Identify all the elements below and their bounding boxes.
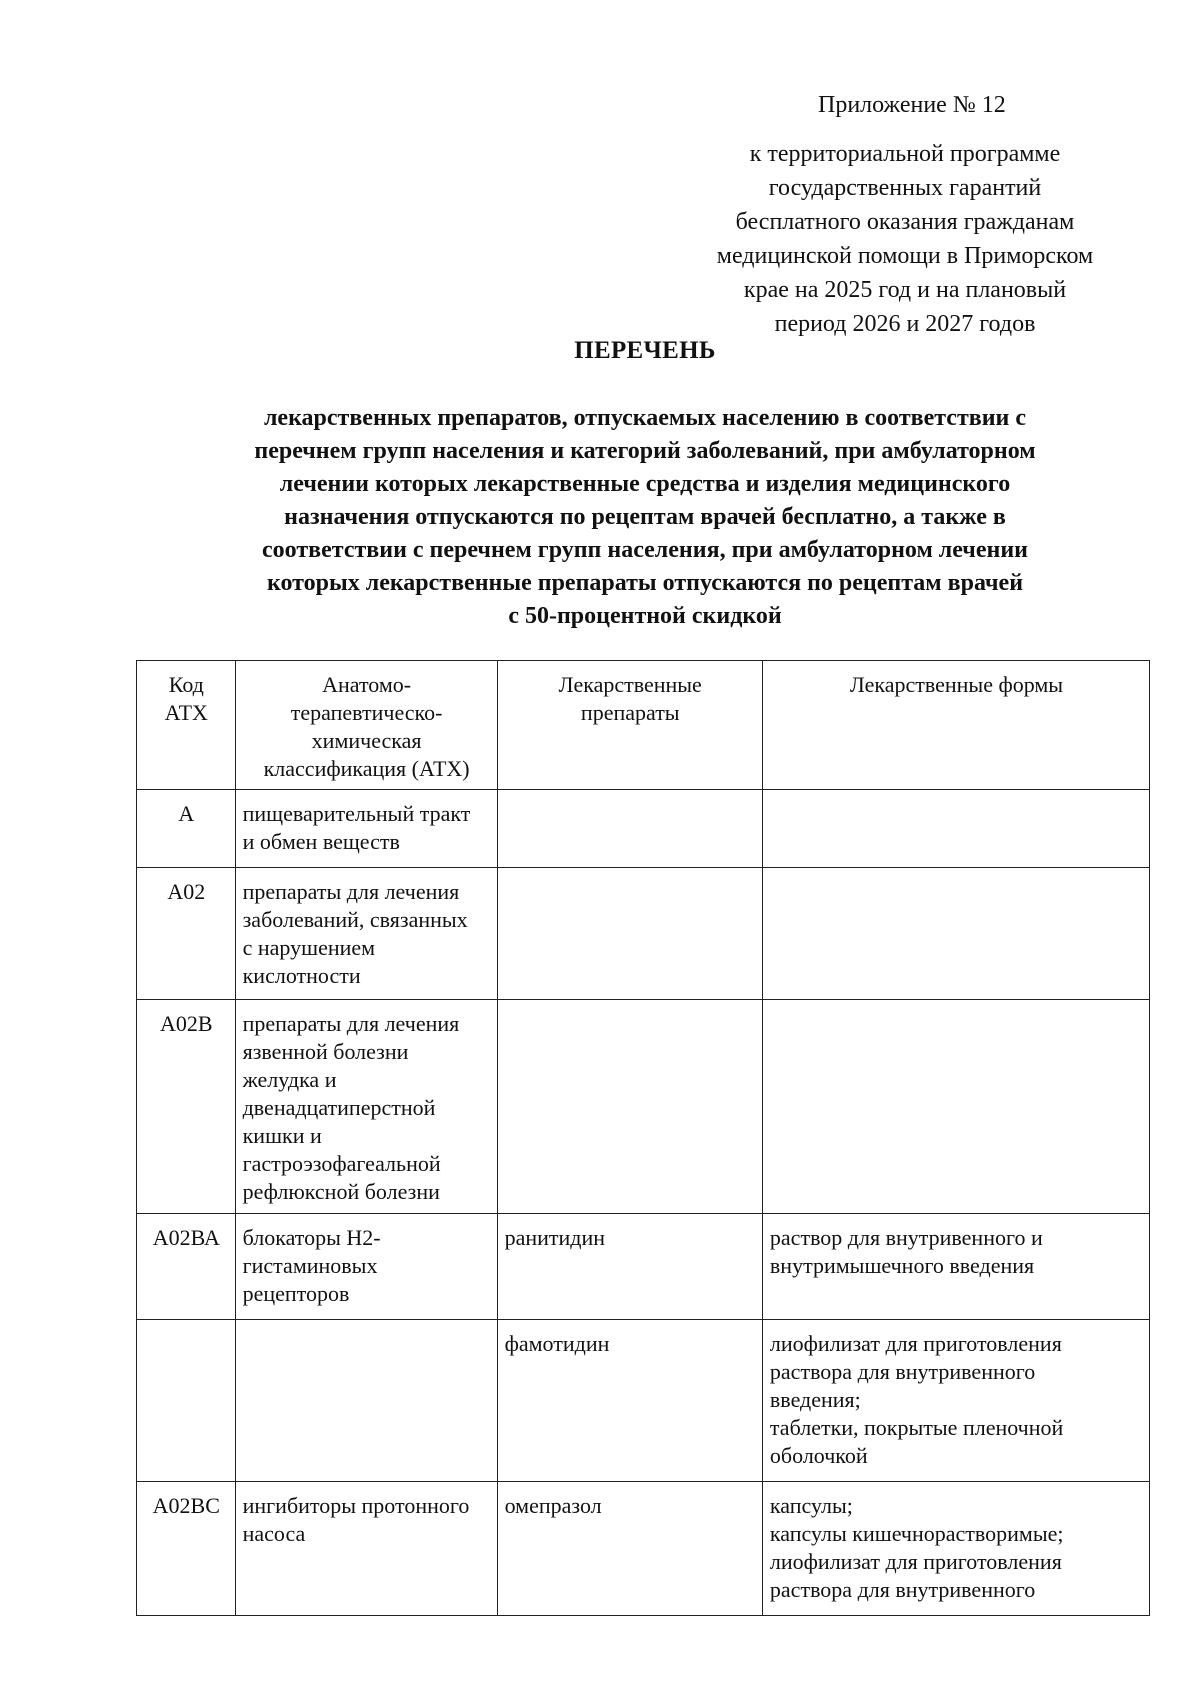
cell-line: двенадцатиперстной (242, 1095, 436, 1120)
cell-line: кислотности (242, 963, 361, 988)
appendix-number: Приложение № 12 (818, 92, 1006, 118)
subtitle-line: с 50-процентной скидкой (508, 603, 782, 629)
cell-line: раствора для внутривенного (769, 1359, 1036, 1384)
cell-code (137, 1320, 236, 1482)
cell-line: кишки и (242, 1123, 322, 1148)
cell-line: желудка и (242, 1067, 337, 1092)
cell-atx (235, 1320, 497, 1482)
cell-line: препараты для лечения (242, 879, 460, 904)
table-row (137, 1482, 1150, 1616)
subtitle-line: лечении которых лекарственные средства и изделия медицинского (279, 471, 1011, 497)
header-drug (497, 661, 762, 790)
cell-line: язвенной болезни (242, 1039, 409, 1064)
cell-line: введения; (769, 1387, 861, 1412)
cell-line: таблетки, покрытые пленочной (769, 1415, 1064, 1440)
cell-line: препараты для лечения (242, 1011, 460, 1036)
subtitle-line: назначения отпускаются по рецептам врачей бесплатно, а также в (284, 504, 1006, 530)
header-text: препараты (580, 700, 680, 725)
cell-line: капсулы; (769, 1493, 853, 1518)
subtitle-line: лекарственных препаратов, отпускаемых населению в соответствии с (263, 405, 1027, 431)
appendix-line: медицинской помощи в Приморском (716, 243, 1094, 269)
cell-line: оболочкой (769, 1443, 868, 1468)
cell-atx (235, 868, 497, 1000)
header-text: Лекарственные (558, 672, 702, 697)
cell-atx (235, 1000, 497, 1214)
cell-form (762, 1214, 1149, 1320)
drug-list-table (136, 660, 1150, 1616)
cell-line: ингибиторы протонного (242, 1493, 470, 1518)
cell-form (762, 1320, 1149, 1482)
cell-drug (497, 1214, 762, 1320)
header-text: АТХ (164, 700, 208, 725)
cell-line: с нарушением (242, 935, 376, 960)
header-form (762, 661, 1149, 790)
cell-line: пищеварительный тракт (242, 801, 471, 826)
document-title: ПЕРЕЧЕНЬ (574, 337, 716, 364)
header-text: Анатомо- (322, 672, 412, 697)
cell-line: внутримышечного введения (769, 1253, 1035, 1278)
cell-line: лиофилизат для приготовления (769, 1331, 1062, 1356)
cell-code: А02ВС (137, 1482, 236, 1616)
cell-drug (497, 1482, 762, 1616)
cell-line: и обмен веществ (242, 829, 400, 854)
appendix-line: к территориальной программе (749, 141, 1061, 167)
subtitle-line: перечнем групп населения и категорий заболеваний, при амбулаторном (254, 438, 1036, 464)
appendix-line: крае на 2025 год и на плановый (743, 277, 1067, 303)
cell-line: раствора для внутривенного (769, 1577, 1036, 1602)
cell-line: омепразол (504, 1493, 602, 1518)
cell-atx (235, 790, 497, 868)
subtitle-line: соответствии с перечнем групп населения, при амбулаторном лечении (262, 537, 1028, 563)
appendix-line: государственных гарантий (768, 175, 1042, 201)
header-text: терапевтическо- (290, 700, 443, 725)
cell-atx (235, 1482, 497, 1616)
table-row (137, 1000, 1150, 1214)
cell-form (762, 868, 1149, 1000)
cell-drug (497, 790, 762, 868)
header-code (137, 661, 236, 790)
cell-drug (497, 1000, 762, 1214)
cell-line: рецепторов (242, 1281, 350, 1306)
table-header-row (137, 661, 1150, 790)
table-row (137, 790, 1150, 868)
cell-line: ранитидин (504, 1225, 606, 1250)
cell-line: лиофилизат для приготовления (769, 1549, 1062, 1574)
cell-atx (235, 1214, 497, 1320)
header-text: Лекарственные формы (849, 672, 1064, 697)
cell-line: насоса (242, 1521, 306, 1546)
cell-code: А02ВА (137, 1214, 236, 1320)
cell-line: заболеваний, связанных (242, 907, 468, 932)
table-row (137, 868, 1150, 1000)
document-subtitle (150, 402, 1140, 633)
cell-drug (497, 1320, 762, 1482)
header-atx (235, 661, 497, 790)
cell-line: фамотидин (504, 1331, 610, 1356)
cell-form (762, 790, 1149, 868)
cell-line: гистаминовых (242, 1253, 378, 1278)
cell-line: раствор для внутривенного и (769, 1225, 1043, 1250)
appendix-line: бесплатного оказания гражданам (735, 209, 1075, 235)
table-row (137, 1320, 1150, 1482)
cell-code: А02В (137, 1000, 236, 1214)
cell-code: А (137, 790, 236, 868)
cell-form (762, 1000, 1149, 1214)
cell-code: А02 (137, 868, 236, 1000)
cell-line: гастроэзофагеальной (242, 1151, 441, 1176)
appendix-line: период 2026 и 2027 годов (774, 311, 1036, 337)
table-row (137, 1214, 1150, 1320)
cell-line: капсулы кишечнорастворимые; (769, 1521, 1064, 1546)
cell-line: блокаторы Н2- (242, 1225, 381, 1250)
cell-form (762, 1482, 1149, 1616)
header-text: химическая (311, 728, 422, 753)
header-text: Код (168, 672, 204, 697)
header-text: классификация (АТХ) (263, 756, 470, 781)
subtitle-line: которых лекарственные препараты отпускаются по рецептам врачей (266, 570, 1024, 596)
cell-line: рефлюксной болезни (242, 1179, 440, 1204)
cell-drug (497, 868, 762, 1000)
